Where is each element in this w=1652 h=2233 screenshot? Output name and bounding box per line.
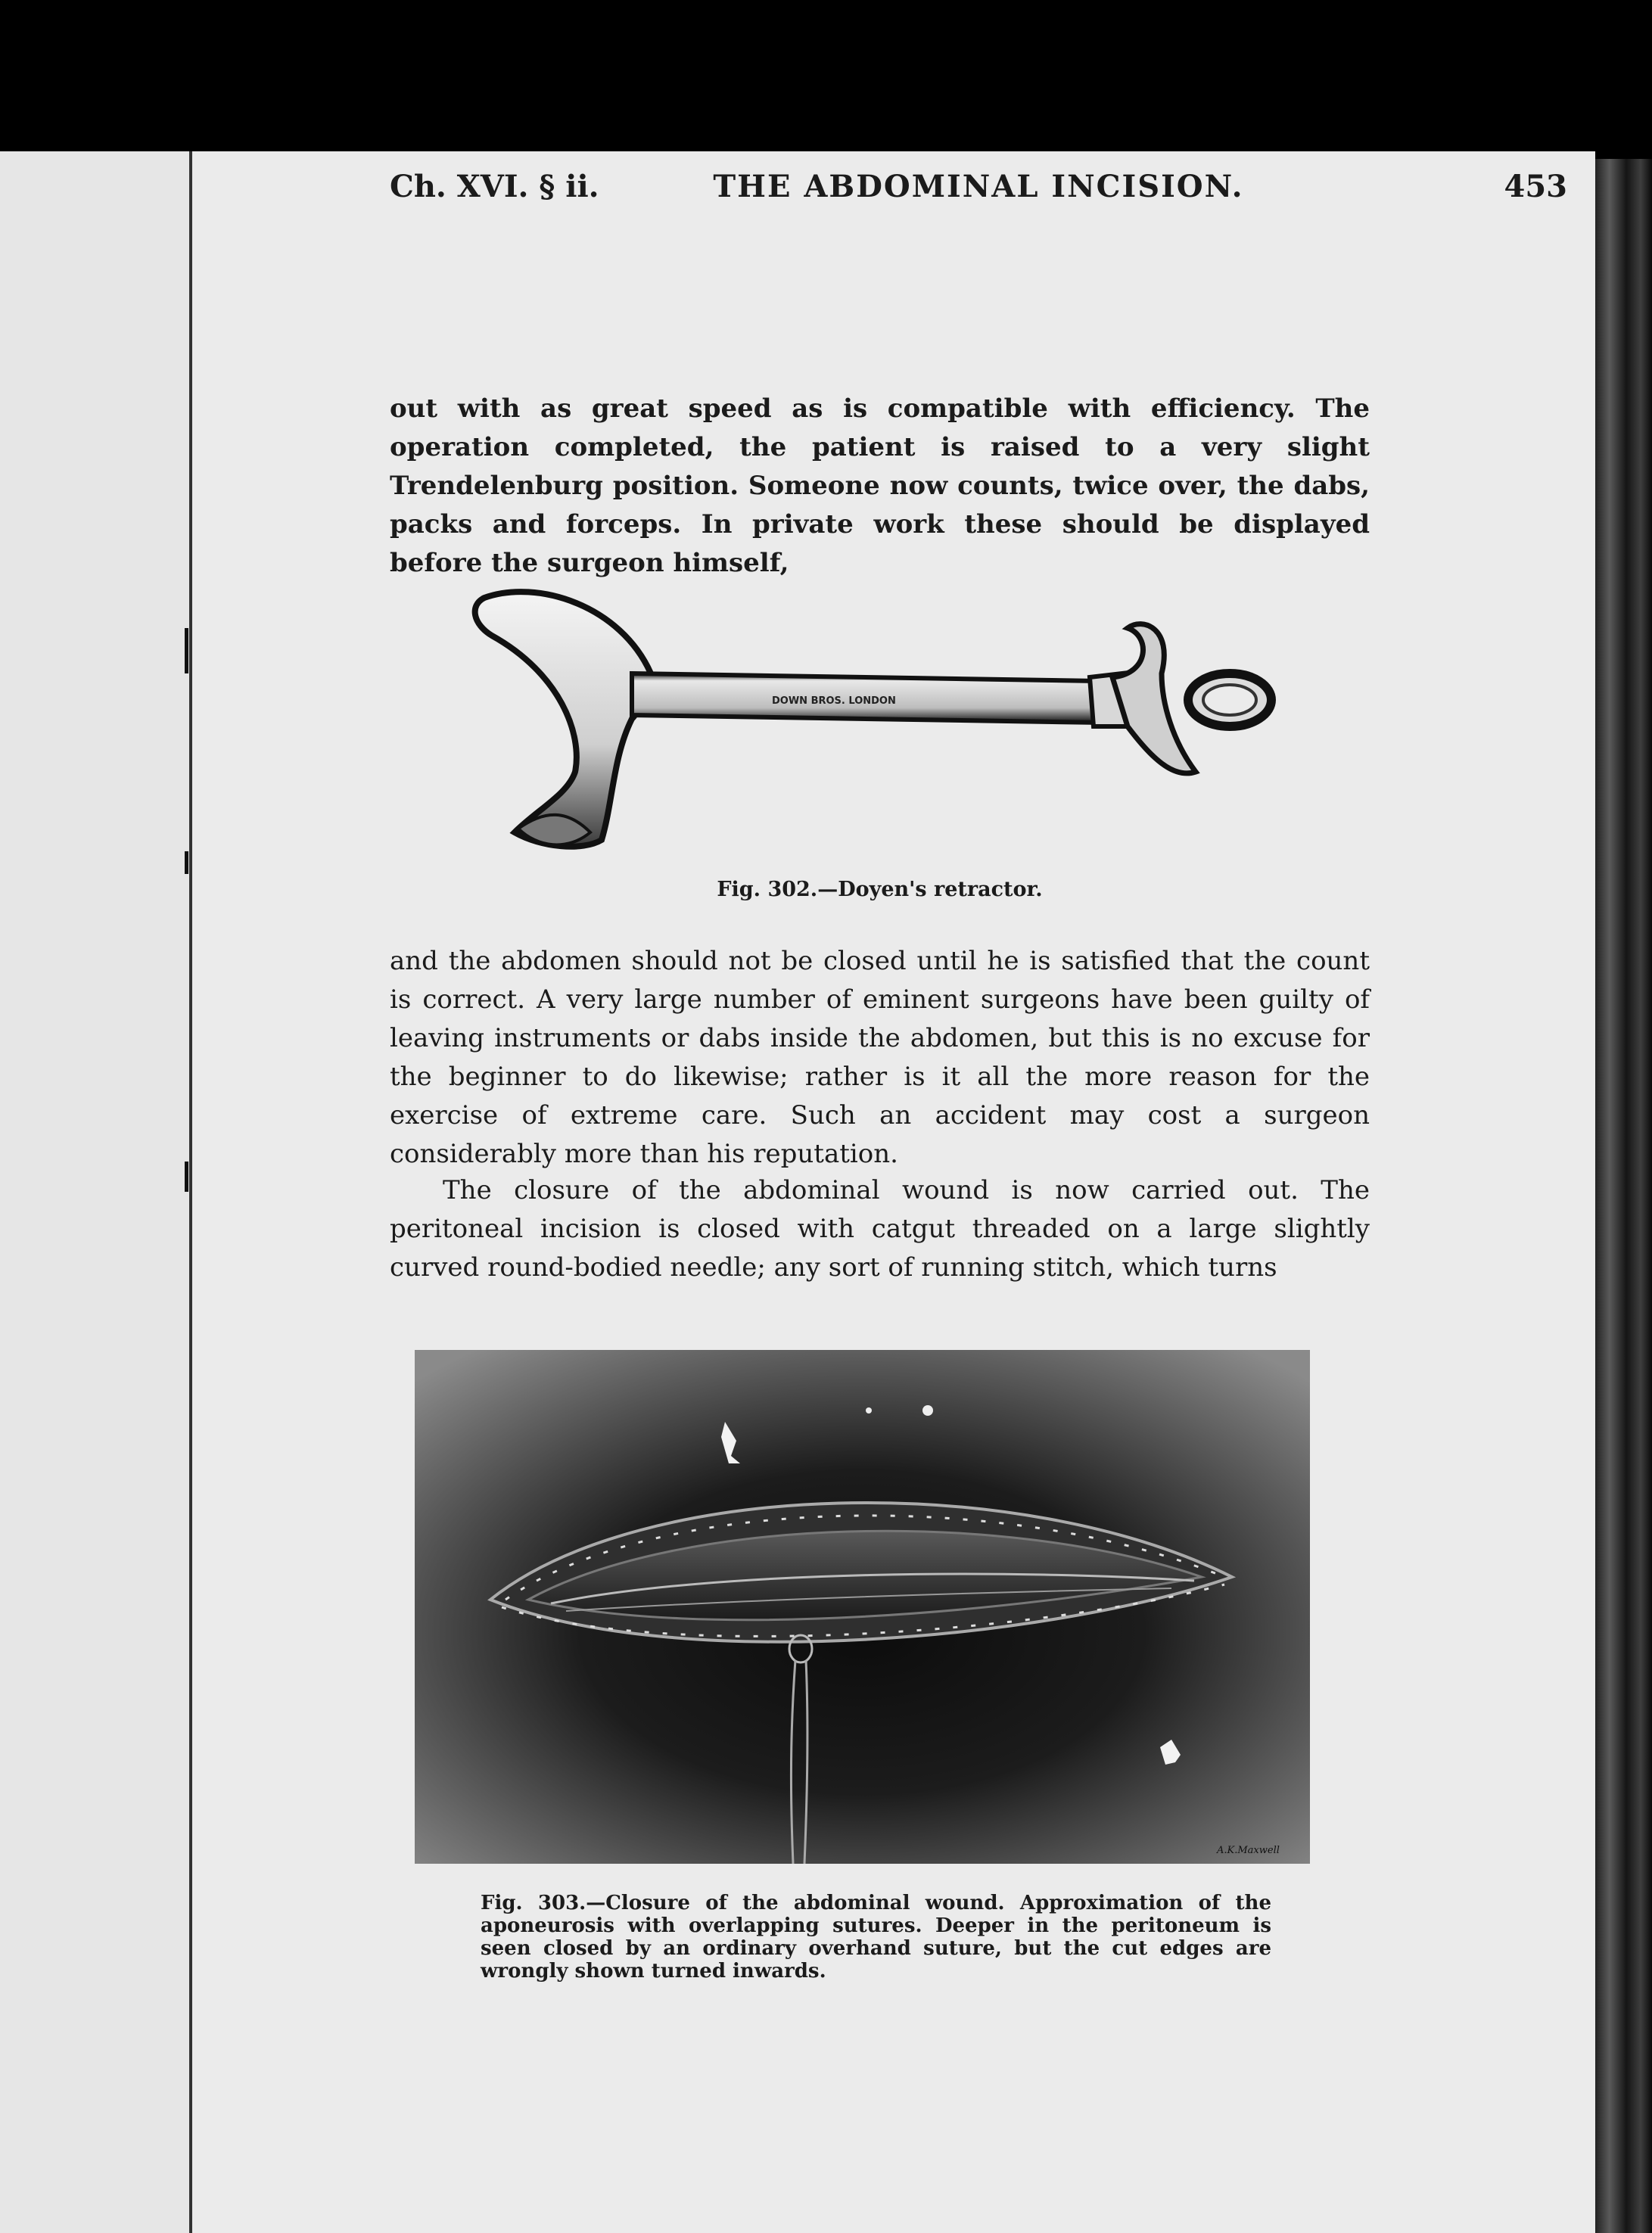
margin-mark — [185, 851, 188, 874]
figure-303-abdominal-wound — [415, 1350, 1310, 1864]
retractor-illustration — [469, 583, 1286, 863]
page-number: 453 — [1504, 169, 1567, 204]
illustrator-signature: A.K.Maxwell — [1217, 1845, 1280, 1856]
retractor-engraving: DOWN BROS. LONDON — [772, 695, 896, 707]
paragraph-2: and the abdomen should not be closed until he is satisfied that the count is correct. A very large number of eminent surgeons have been guilty of leaving instruments or dabs inside the abdomen, but this is no excuse for the beginner to do likewise; rather is it all the more reason for the exercise of extreme care. Such an accident may cost a surgeon considerably more than his reputation. — [390, 946, 1370, 1169]
chapter-reference: Ch. XVI. § ii. — [390, 169, 599, 204]
figure-302-doyens-retractor — [469, 583, 1286, 863]
margin-mark — [185, 1162, 188, 1192]
paragraph-3: The closure of the abdominal wound is now carried out. The peritoneal incision is closed with catgut threaded on a large slightly curved round-bodied needle; any sort of running stitch, which turns — [390, 1175, 1370, 1283]
wound-closure-illustration — [415, 1350, 1310, 1864]
paragraph-1: out with as great speed as is compatible with efficiency. The operation completed, the patient is raised to a very slight Trendelenburg position. Someone now counts, twice over, the dabs, packs and forceps. In private work these should be displayed before the surgeon himself, — [390, 393, 1370, 578]
chapter-title: THE ABDOMINAL INCISION. — [713, 169, 1244, 204]
figure-303-caption: Fig. 303.—Closure of the abdominal wound. Approximation of the aponeurosis with overlapping sutures. Deeper in the peritoneum is seen closed by an ordinary overhand suture, but the cut edges are wrongly shown turned inwards. — [481, 1892, 1271, 1983]
page-stack-edge — [1595, 159, 1652, 2233]
facing-page-edge — [0, 151, 192, 2233]
running-head — [390, 164, 1567, 210]
figure-302-caption: Fig. 302.—Doyen's retractor. — [717, 878, 1043, 901]
margin-mark — [185, 628, 188, 673]
